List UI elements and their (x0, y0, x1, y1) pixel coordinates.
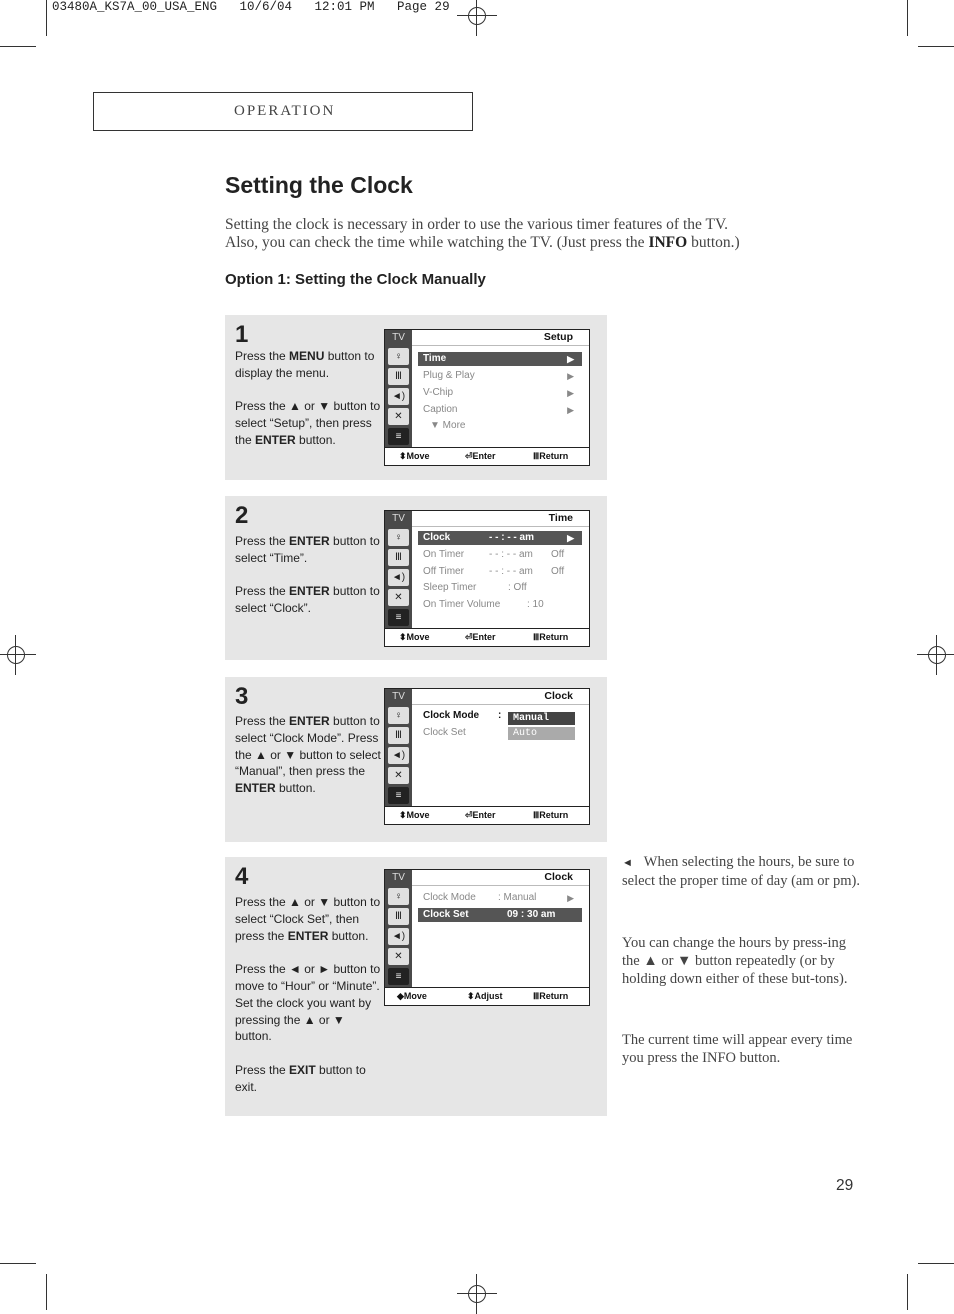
picture-icon: ♀ (388, 529, 409, 546)
option-manual[interactable]: Manual (508, 712, 575, 725)
crop-mark (0, 1263, 36, 1264)
osd-screen (384, 329, 590, 466)
step-number: 1 (235, 321, 249, 348)
channel-icon: Ⅲ (388, 549, 409, 566)
osd-footer (385, 447, 589, 465)
move-hint: ⬍ Move (399, 451, 430, 461)
crop-mark (46, 0, 47, 36)
picture-icon: ♀ (388, 888, 409, 905)
menu-item-plug-play[interactable]: Plug & Play ▶ (423, 370, 574, 381)
antenna-icon: ✕ (388, 408, 409, 425)
arrow-right-icon: ▶ (567, 371, 574, 381)
step-number: 4 (235, 863, 249, 890)
step-number: 3 (235, 683, 249, 710)
option-auto[interactable]: Auto (508, 727, 575, 740)
step-instructions: Press the ENTER button to select “Clock Mode”. Press the ▲ or ▼ button to select “Manual”, then press the ENTER button. (235, 714, 381, 796)
menu-item-clock[interactable]: Clock - - : - - am ▶ (418, 531, 582, 545)
return-hint: Ⅲ Return (533, 632, 569, 642)
menu-item-clock-set[interactable]: Clock Set 09 : 30 am (418, 908, 582, 922)
menu-item-off-timer[interactable]: Off Timer - - : - - am Off (423, 566, 565, 577)
menu-item-clock-mode[interactable]: Clock Mode : Manual ▶ (423, 892, 574, 903)
crop-mark (0, 46, 36, 47)
adjust-hint: ⬍ Adjust (467, 991, 503, 1001)
arrow-right-icon: ▶ (567, 405, 574, 415)
arrow-right-icon: ▶ (567, 533, 574, 543)
move-hint: ⬍ Move (399, 632, 430, 642)
tv-label: TV (392, 332, 405, 343)
antenna-icon: ✕ (388, 767, 409, 784)
menu-item-on-timer[interactable]: On Timer - - : - - am Off (423, 549, 565, 560)
note: You can change the hours by press-ing the ▲ or ▼ button repeatedly (or by holding down either of these but-tons). (622, 935, 848, 988)
setup-icon: ≡ (388, 787, 409, 804)
option-heading: Option 1: Setting the Clock Manually (225, 271, 486, 288)
osd-sidebar (385, 330, 412, 448)
step-panel (225, 857, 607, 1116)
menu-item-clock-mode[interactable]: Clock Mode : (423, 710, 502, 721)
registration-mark (457, 1274, 497, 1314)
antenna-icon: ✕ (388, 589, 409, 606)
osd-sidebar (385, 511, 412, 629)
section-header (93, 92, 473, 131)
osd-footer (385, 987, 589, 1005)
return-hint: Ⅲ Return (533, 451, 569, 461)
menu-item-on-timer-volume[interactable]: On Timer Volume : 10 (423, 599, 544, 610)
tv-label: TV (392, 691, 405, 702)
osd-footer (385, 628, 589, 646)
arrow-right-icon: ▶ (567, 354, 574, 364)
osd-title: Clock (544, 871, 573, 883)
step-panel (225, 496, 607, 660)
pointer-left-icon: ◄ (622, 857, 633, 869)
osd-title: Time (548, 512, 573, 524)
menu-item-more[interactable]: ▼ More (430, 420, 466, 431)
step-panel (225, 677, 607, 842)
step-instructions: Press the MENU button to display the menu. Press the ▲ or ▼ button to select “Setup”, then press the ENTER button. (235, 349, 381, 447)
channel-icon: Ⅲ (388, 368, 409, 385)
menu-item-vchip[interactable]: V-Chip ▶ (423, 387, 574, 398)
page-number: 29 (836, 1177, 854, 1194)
picture-icon: ♀ (388, 707, 409, 724)
channel-icon: Ⅲ (388, 727, 409, 744)
arrow-right-icon: ▶ (567, 388, 574, 398)
channel-icon: Ⅲ (388, 908, 409, 925)
step-instructions: Press the ▲ or ▼ button to select “Clock Set”, then press the ENTER button. Press the ◄ or ► button to move to “Hour” or “Minute”. Set the clock you want by pressing the ▲ or ▼ button. Press the EXIT button to exit. (235, 895, 381, 1094)
print-slug: 03480A_KS7A_00_USA_ENG 10/6/04 12:01 PM Page 29 (52, 0, 450, 14)
return-hint: Ⅲ Return (533, 991, 569, 1001)
menu-item-clock-set[interactable]: Clock Set (423, 727, 466, 738)
osd-footer (385, 806, 589, 824)
sound-icon: ◄) (388, 569, 409, 586)
menu-item-sleep-timer[interactable]: Sleep Timer : Off (423, 582, 527, 593)
step-number: 2 (235, 502, 249, 529)
intro-paragraph: Setting the clock is necessary in order to use the various timer features of the TV. Also, you can check the time while watching the TV. (Just press the INFO button.) (225, 216, 740, 251)
sound-icon: ◄) (388, 928, 409, 945)
menu-item-caption[interactable]: Caption ▶ (423, 404, 574, 415)
antenna-icon: ✕ (388, 948, 409, 965)
section-label: OPERATION (234, 103, 336, 119)
tv-label: TV (392, 513, 405, 524)
registration-mark (457, 0, 497, 36)
note: The current time will appear every time you press the INFO button. (622, 1032, 853, 1067)
crop-mark (907, 1274, 908, 1310)
registration-mark (0, 635, 36, 675)
crop-mark (46, 1274, 47, 1310)
osd-screen (384, 869, 590, 1006)
crop-mark (918, 1263, 954, 1264)
crop-mark (918, 46, 954, 47)
picture-icon: ♀ (388, 348, 409, 365)
enter-hint: ⏎ Enter (465, 810, 496, 820)
osd-sidebar (385, 870, 412, 988)
step-panel (225, 315, 607, 480)
setup-icon: ≡ (388, 609, 409, 626)
arrow-right-icon: ▶ (567, 893, 574, 903)
page-title: Setting the Clock (225, 172, 413, 198)
return-hint: Ⅲ Return (533, 810, 569, 820)
tv-label: TV (392, 872, 405, 883)
osd-sidebar (385, 689, 412, 807)
note: ◄ When selecting the hours, be sure to select the proper time of day (am or pm). (622, 854, 860, 890)
move-hint: ⬍ Move (399, 810, 430, 820)
setup-icon: ≡ (388, 428, 409, 445)
setup-icon: ≡ (388, 968, 409, 985)
enter-hint: ⏎ Enter (465, 632, 496, 642)
sound-icon: ◄) (388, 388, 409, 405)
menu-item-time[interactable]: Time ▶ (418, 352, 582, 366)
osd-screen (384, 510, 590, 647)
enter-hint: ⏎ Enter (465, 451, 496, 461)
step-instructions: Press the ENTER button to select “Time”. Press the ENTER button to select “Clock”. (235, 534, 380, 616)
osd-title: Setup (543, 331, 573, 343)
move-hint: ◆ Move (397, 991, 427, 1001)
osd-title: Clock (544, 690, 573, 702)
sound-icon: ◄) (388, 747, 409, 764)
osd-screen (384, 688, 590, 825)
registration-mark (917, 635, 954, 675)
crop-mark (907, 0, 908, 36)
